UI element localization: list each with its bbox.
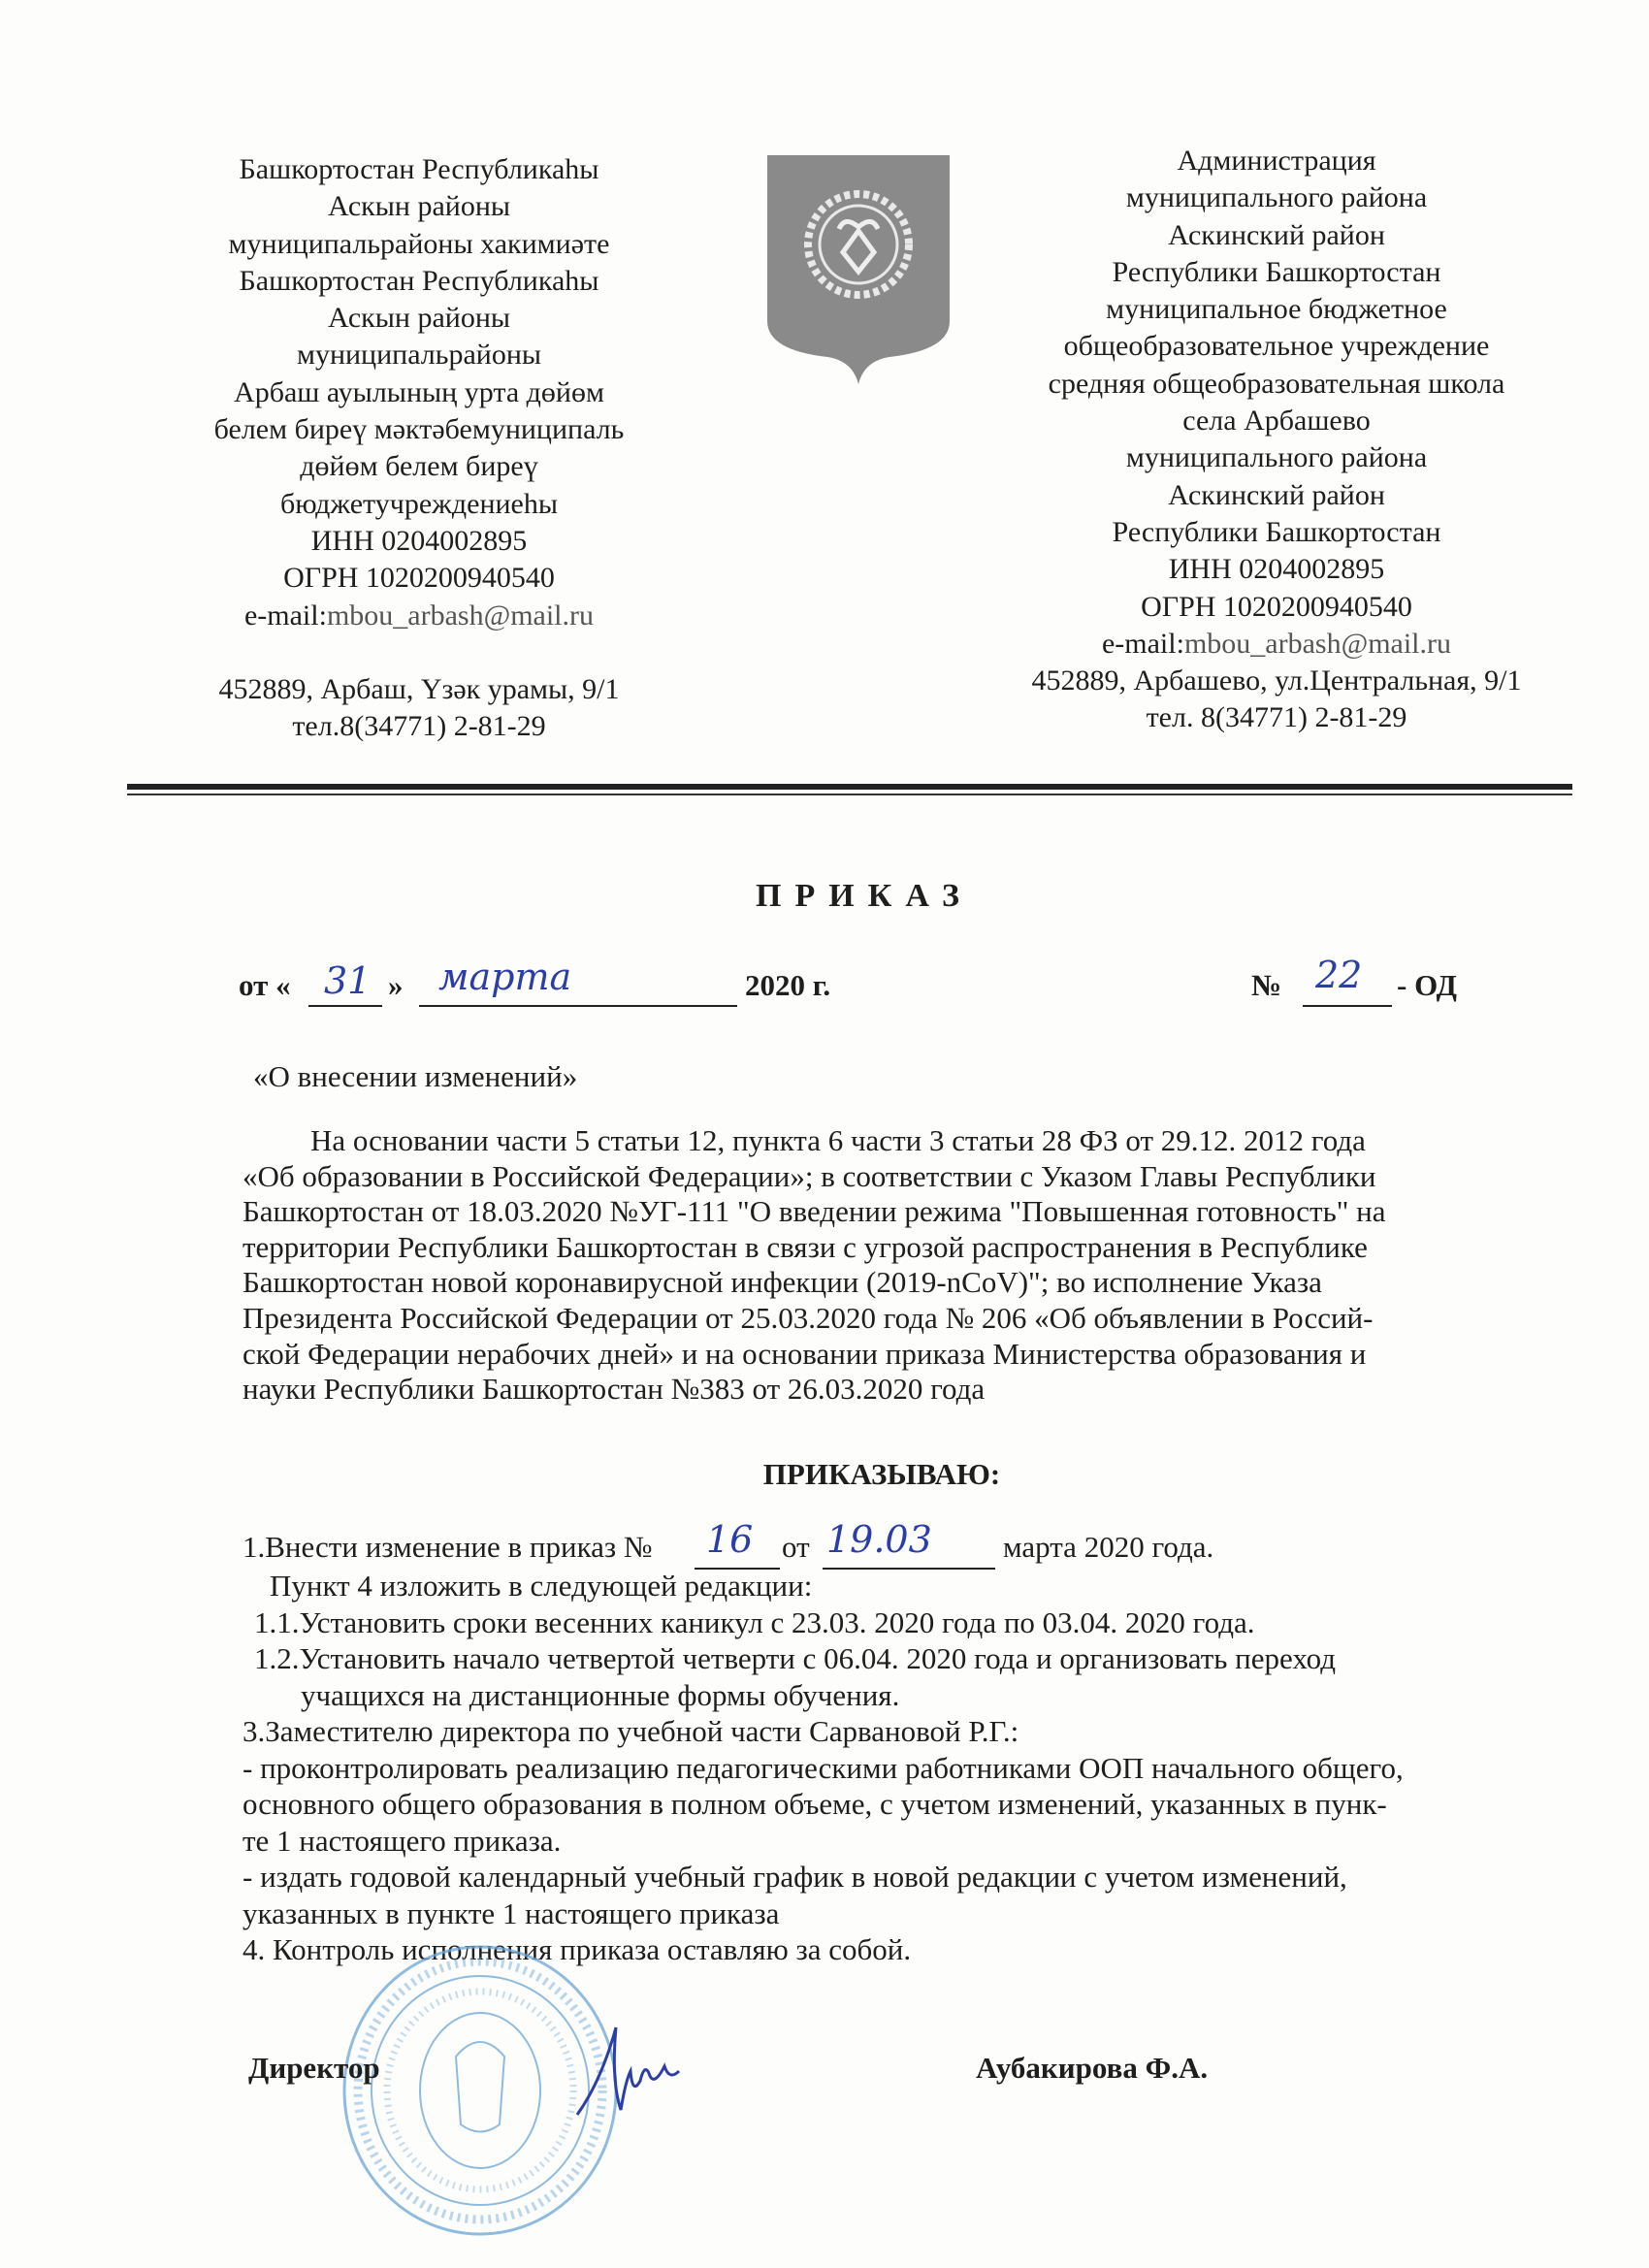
header-left-address: 452889, Арбаш, Үзәк урамы, 9/1 bbox=[218, 672, 620, 705]
email-link[interactable]: mbou_arbash@mail.ru bbox=[326, 599, 595, 632]
item-line: 3.Заместителю директора по учебной части Сарвановой Р.Г.: bbox=[242, 1714, 1019, 1748]
preamble-line: науки Республики Башкортостан №383 от 26.03.2020 года bbox=[242, 1372, 986, 1407]
email-prefix: e-mail: bbox=[243, 599, 327, 632]
header-left-line: Башкортостан Республикаhы bbox=[239, 264, 599, 297]
item1-mid: от bbox=[782, 1530, 810, 1564]
header-left-line: бюджетучреждениеhы bbox=[279, 487, 559, 520]
item-line: 4. Контроль исполнения приказа оставляю за собой. bbox=[242, 1932, 912, 1966]
header-left-line: белем биреү мәктәбемуниципаль bbox=[213, 413, 625, 446]
item-line: 1.2.Установить начало четвертой четверти с 06.04. 2020 года и организовать переход bbox=[254, 1641, 1337, 1675]
item-line: те 1 настоящего приказа. bbox=[242, 1823, 562, 1858]
header-left-line: ИНН 0204002895 bbox=[310, 524, 528, 557]
order-subject: «О внесении изменений» bbox=[253, 1059, 578, 1093]
header-right-line: Аскинский район bbox=[1168, 478, 1385, 511]
header-left-line: Аскын районы bbox=[327, 190, 511, 223]
header-right-line: муниципального района bbox=[1125, 181, 1428, 214]
item1-prefix: 1.Внести изменение в приказ № bbox=[242, 1530, 653, 1564]
header-left-block bbox=[147, 151, 691, 745]
number-suffix: - ОД bbox=[1397, 968, 1457, 1002]
header-right-line: Администрация bbox=[1177, 145, 1376, 177]
header-right-address: 452889, Арбашево, ул.Центральная, 9/1 bbox=[1031, 664, 1522, 697]
header-right-line: муниципальное бюджетное bbox=[1106, 293, 1447, 326]
item-line: 1.1.Установить сроки весенних каникул с 23.03. 2020 года по 03.04. 2020 года. bbox=[254, 1604, 1255, 1639]
decree-heading: ПРИКАЗЫВАЮ: bbox=[762, 1457, 1001, 1491]
header-right-phone: тел. 8(34771) 2-81-29 bbox=[1146, 701, 1407, 734]
header-left-line: Аскын районы bbox=[327, 302, 511, 335]
preamble-line: территории Республики Башкортостан в связи с угрозой распространения в Республике bbox=[242, 1229, 1368, 1264]
header-right-line: села Арбашево bbox=[1182, 405, 1371, 437]
date-mid: » bbox=[388, 968, 404, 1002]
header-right-line: средняя общеобразовательная школа bbox=[1048, 367, 1505, 400]
signatory-name: Аубакирова Ф.А. bbox=[976, 2051, 1209, 2085]
header-left-line: дөйөм белем биреү bbox=[300, 450, 538, 483]
header-right-line: ИНН 0204002895 bbox=[1168, 553, 1385, 586]
item1-suffix: марта 2020 года. bbox=[1003, 1530, 1214, 1564]
number-prefix: № bbox=[1251, 968, 1282, 1002]
header-left-email bbox=[147, 598, 691, 634]
header-left-phone: тел.8(34771) 2-81-29 bbox=[292, 710, 546, 743]
preamble bbox=[242, 1123, 1385, 1408]
header-left-line: ОГРН 1020200940540 bbox=[283, 562, 555, 595]
preamble-line: Башкортостан от 18.03.2020 №УГ-111 "О введении режима "Повышенная готовность" на bbox=[242, 1194, 1386, 1229]
header-left-line: Арбаш ауылының урта дөйөм bbox=[234, 375, 604, 408]
item-line: основного общего образования в полном объеме, с учетом изменений, указанных в пунк- bbox=[242, 1787, 1387, 1821]
signature-role: Директор bbox=[248, 2051, 380, 2085]
handwritten-day: 31 bbox=[324, 959, 372, 1002]
item-line: - проконтролировать реализацию педагогическими работниками ООП начального общего, bbox=[242, 1750, 1404, 1785]
email-link[interactable]: mbou_arbash@mail.ru bbox=[1183, 627, 1452, 660]
handwritten-order-no: 16 bbox=[706, 1518, 754, 1561]
email-prefix: e-mail: bbox=[1101, 627, 1184, 660]
handwritten-signature bbox=[572, 2023, 689, 2129]
header-left-line: муниципальрайоны хакимиәте bbox=[228, 227, 610, 260]
item-line: Пункт 4 изложить в следующей редакции: bbox=[270, 1569, 813, 1603]
handwritten-month: марта bbox=[438, 956, 572, 998]
header-right-line: Республики Башкортостан bbox=[1112, 255, 1441, 288]
header-left-line: Башкортостан Республикаhы bbox=[239, 153, 599, 185]
header-right-block bbox=[1005, 143, 1548, 737]
header-divider-thick bbox=[127, 784, 1572, 790]
header-right-line: Аскинский район bbox=[1168, 218, 1385, 251]
item-line: - издать годовой календарный учебный график в новой редакции с учетом изменений, bbox=[242, 1860, 1347, 1894]
header-right-email bbox=[1005, 626, 1548, 663]
header-right-line: общеобразовательное учреждение bbox=[1063, 330, 1490, 363]
header-right-line: ОГРН 1020200940540 bbox=[1141, 590, 1412, 623]
item-line: учащихся на дистанционные формы обучения. bbox=[301, 1677, 900, 1712]
order-title: ПРИКАЗ bbox=[756, 878, 973, 914]
handwritten-number: 22 bbox=[1315, 954, 1363, 996]
coat-of-arms-emblem bbox=[763, 151, 954, 384]
item-line: указанных в пункте 1 настоящего приказа bbox=[242, 1895, 780, 1930]
date-prefix: от « bbox=[239, 968, 291, 1002]
preamble-line: Башкортостан новой коронавирусной инфекции (2019-nCoV)"; во исполнение Указа bbox=[242, 1265, 1322, 1300]
header-right-line: Республики Башкортостан bbox=[1112, 515, 1441, 548]
preamble-line: ской Федерации нерабочих дней» и на основании приказа Министерства образования и bbox=[242, 1336, 1367, 1371]
date-year: 2020 г. bbox=[745, 968, 831, 1002]
header-right-line: муниципального района bbox=[1125, 441, 1428, 474]
header-divider-thin bbox=[127, 794, 1572, 795]
preamble-line: «Об образовании в Российской Федерации»; в соответствии с Указом Главы Республики bbox=[242, 1158, 1376, 1193]
handwritten-order-date: 19.03 bbox=[826, 1518, 932, 1561]
header-left-line: муниципальрайоны bbox=[296, 339, 542, 372]
decree-items bbox=[242, 1568, 1404, 1968]
preamble-line: На основании части 5 статьи 12, пункта 6 части 3 статьи 28 ФЗ от 29.12. 2012 года bbox=[310, 1123, 1366, 1157]
preamble-line: Президента Российской Федерации от 25.03.2020 года № 206 «Об объявлении в Россий- bbox=[242, 1300, 1374, 1335]
